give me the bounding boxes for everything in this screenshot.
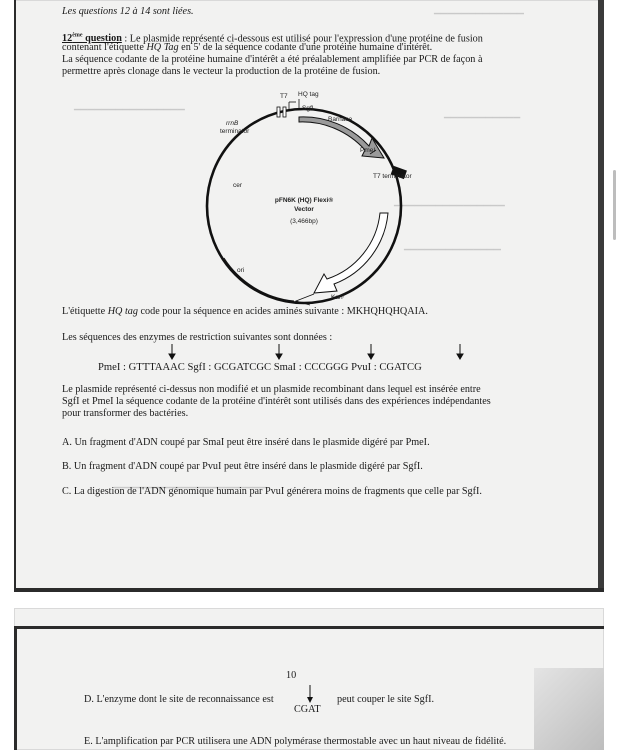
label-barnase: Barnase — [328, 116, 353, 123]
bleed-through-text: ▁▁▁▁▁▁▁▁▁▁▁▁▁▁ — [404, 240, 501, 250]
question-label: 12ème question — [62, 33, 122, 45]
label-kan: Kanʳ — [331, 294, 345, 301]
bleed-through-text: ▁▁▁▁▁▁▁▁▁▁▁▁▁▁▁▁ — [394, 196, 505, 206]
option-a: A. Un fragment d'ADN coupé par SmaI peut être inséré dans le plasmide digéré par PmeI. — [62, 437, 430, 448]
scrollbar-thumb[interactable] — [613, 170, 616, 240]
plasmid-map — [164, 88, 464, 310]
option-c: C. La digestion de l'ADN génomique humain par PvuI générera moins de fragments que celle par SgfI. — [62, 486, 482, 497]
vector-subname: Vector — [294, 206, 314, 213]
label-rrnb-terminator: terminator — [220, 128, 250, 135]
paragraph-2-line-3: pour transformer des bactéries. — [62, 408, 189, 419]
vector-name: pFN6K (HQ) Flexi® — [274, 197, 334, 204]
bleed-through-text: ▁▁▁▁▁▁▁▁▁▁▁ — [444, 108, 521, 118]
label-hq-tag: HQ tag — [298, 91, 319, 98]
page-edge-left — [14, 628, 17, 750]
label-rrnb: rrnB — [226, 120, 239, 127]
enzyme-intro: Les séquences des enzymes de restriction suivantes sont données : — [62, 332, 333, 343]
question-12-line-4: permettre après clonage dans le vecteur la production de la protéine de fusion. — [62, 66, 381, 77]
option-d-sequence: CGAT — [294, 704, 321, 715]
option-d-text-end: peut couper le site SgfI. — [337, 694, 435, 705]
rrnb-terminator-mark — [277, 107, 280, 117]
page-edge-left — [14, 0, 16, 592]
rrnb-terminator-mark — [283, 107, 286, 117]
page-curl-shadow — [534, 668, 604, 750]
bleed-through-text: ▁▁▁▁▁▁▁▁▁▁▁▁▁▁▁▁ — [74, 100, 185, 110]
ori-arc — [224, 258, 294, 301]
paragraph-2-line-2: SgfI et PmeI la séquence codante de la protéine d'intérêt sont utilisés dans des expériences indépendantes — [62, 396, 491, 407]
question-12-line-2: contenant l'étiquette HQ Tag en 5' de la séquence codante d'une protéine humaine d'intérêt. — [62, 42, 433, 53]
label-cer: cer — [233, 182, 243, 189]
bleed-through-text: ▁▁▁▁▁▁▁▁▁▁▁▁▁▁▁▁▁▁▁▁▁▁ — [114, 478, 267, 488]
option-b: B. Un fragment d'ADN coupé par PvuI peut être inséré dans le plasmide digéré par SgfI. — [62, 461, 423, 472]
label-pmei: PmeI — [360, 147, 376, 154]
label-t7: T7 — [280, 93, 288, 100]
label-sgfi: SgfI — [302, 105, 314, 112]
intro-text: Les questions 12 à 14 sont liées. — [62, 6, 194, 17]
tag-sequence-line: L'étiquette HQ tag code pour la séquence en acides aminés suivante : MKHQHQHQAIA. — [62, 306, 428, 317]
document-page-2 — [14, 608, 604, 750]
question-12-line-1: 12ème question : Le plasmide représenté ci-dessous est utilisé pour l'expression d'une protéine de fusion — [62, 33, 483, 45]
label-t7-terminator: T7 terminator — [373, 173, 412, 180]
enzyme-sequences: PmeI : GTTTAAAC SgfI : GCGATCGC SmaI : CCCGGG PvuI : CGATCG — [98, 362, 422, 373]
page-number: 10 — [286, 670, 297, 681]
page-edge-top — [14, 626, 604, 629]
kan-resistance-gene — [314, 213, 388, 293]
label-ori: ori — [237, 267, 245, 274]
document-page-1 — [14, 0, 604, 592]
cut-site-arrows — [164, 343, 484, 361]
page-edge-right — [598, 0, 604, 592]
vector-size: (3,466bp) — [290, 218, 318, 225]
paragraph-2-line-1: Le plasmide représenté ci-dessus non modifié et un plasmide recombinant dans lequel est insérée entre — [62, 384, 481, 395]
page-edge-bottom — [14, 588, 604, 592]
cut-site-arrow — [304, 684, 316, 706]
question-12-line-3: La séquence codante de la protéine humaine d'intérêt a été préalablement amplifiée par PCR de façon à — [62, 54, 483, 65]
option-e: E. L'amplification par PCR utilisera une ADN polymérase thermostable avec un haut niveau de fidélité. — [84, 736, 507, 747]
bleed-through-text: ▁▁▁▁▁▁▁▁▁▁▁▁▁ — [434, 4, 524, 14]
option-d-text: D. L'enzyme dont le site de reconnaissance est — [84, 694, 274, 705]
